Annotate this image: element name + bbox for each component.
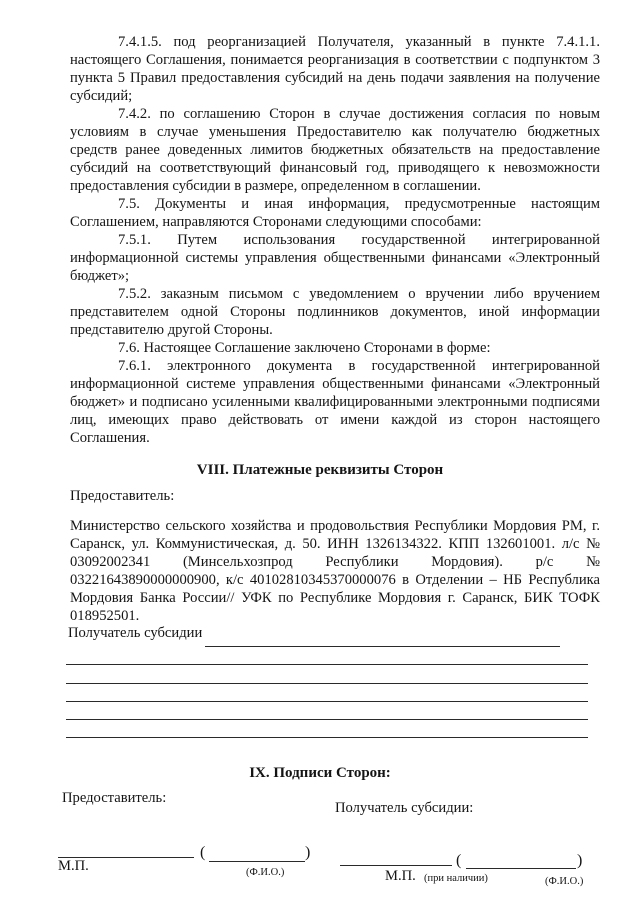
signature-provider-label: Предоставитель:	[62, 790, 167, 806]
section-9-heading: IX. Подписи Сторон:	[249, 765, 391, 781]
recipient-signature-line	[340, 865, 452, 866]
provider-label: Предоставитель:	[70, 488, 175, 504]
clause-7-6-1: 7.6.1. электронного документа в государственной интегрированной информационной системе управления общественными финансами «Электронный бюджет» и подписано усиленными квалифицированными электронными подписями лиц, имеющих право действовать от имени каждой из сторон настоящего Соглашения.	[70, 358, 600, 446]
provider-fio-line	[209, 861, 305, 862]
clause-7-4-2: 7.4.2. по соглашению Сторон в случае достижения согласия по новым условиям в случае уменьшения Предоставителю как получателю бюджетных средств ранее доведенных лимитов бюджетных обязательств на предоставление субсидий на соответствующий финансовый год, приводящего к невозможности предоставления субсидии в размере, определенном в соглашении.	[70, 106, 600, 194]
recipient-stamp-label: М.П.	[385, 868, 416, 884]
provider-fio-close-paren: )	[305, 844, 311, 861]
clause-7-5-2: 7.5.2. заказным письмом с уведомлением о вручении либо вручением представителем одной Стороны подлинников документов, иной информации представителю другой Стороны.	[70, 286, 600, 338]
provider-stamp-label: М.П.	[58, 858, 89, 874]
recipient-fio-line	[466, 868, 576, 869]
recipient-fio-caption: (Ф.И.О.)	[545, 876, 584, 887]
signature-recipient-label: Получатель субсидии:	[335, 800, 474, 816]
provider-fio-open-paren: (	[200, 844, 206, 861]
section-8-heading: VIII. Платежные реквизиты Сторон	[196, 462, 444, 478]
recipient-fio-close-paren: )	[577, 852, 583, 869]
recipient-line-6	[66, 737, 588, 738]
provider-details: Министерство сельского хозяйства и продовольствия Республики Мордовия РМ, г. Саранск, ул. Коммунистическая, д. 50. ИНН 1326134322. КПП 132601001. л/с № 03092002341 (Минсельхозпрод Республики Мордовия). р/с № 03221643890000000900, к/с 40102810345370000076 в Отделении – НБ Республика Мордовия Банка России// УФК по Республике Мордовия г. Саранск, БИК ТОФК 018952501.	[70, 518, 600, 624]
recipient-stamp-note: (при наличии)	[424, 873, 488, 884]
recipient-line-1	[205, 646, 560, 647]
clause-7-5-1: 7.5.1. Путем использования государственной интегрированной информационной системы управления общественными финансами «Электронный бюджет»;	[70, 232, 600, 284]
recipient-fio-open-paren: (	[456, 852, 462, 869]
recipient-label: Получатель субсидии	[68, 625, 203, 641]
recipient-line-4	[66, 701, 588, 702]
clause-7-4-1-5: 7.4.1.5. под реорганизацией Получателя, указанный в пункте 7.4.1.1. настоящего Соглашения, понимается реорганизация в соответствии с подпунктом 3 пункта 5 Правил предоставления субсидий на день подачи заявления на получение субсидий;	[70, 34, 600, 104]
provider-fio-caption: (Ф.И.О.)	[246, 867, 285, 878]
clause-7-6: 7.6. Настоящее Соглашение заключено Сторонами в форме:	[118, 340, 491, 356]
recipient-line-5	[66, 719, 588, 720]
clause-7-5: 7.5. Документы и иная информация, предусмотренные настоящим Соглашением, направляются Сторонами следующими способами:	[70, 196, 600, 230]
recipient-line-2	[66, 664, 588, 665]
recipient-line-3	[66, 683, 588, 684]
